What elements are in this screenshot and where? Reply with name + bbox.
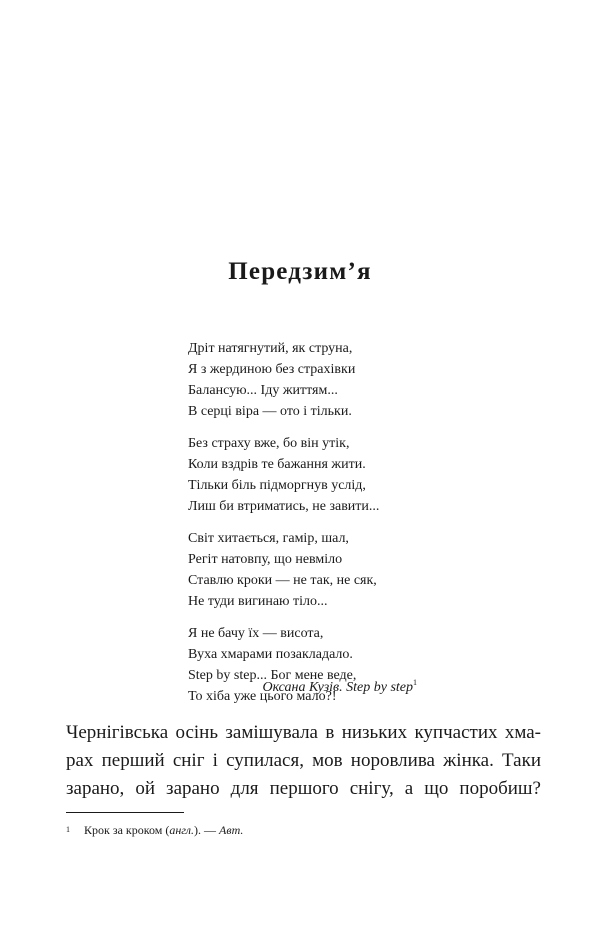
poem-line: Ставлю кроки — не так, не сяк, bbox=[188, 573, 377, 588]
footnote-text-after: ). — bbox=[194, 823, 220, 837]
footnote-author: Авт. bbox=[219, 823, 244, 837]
poem-line: Балансую... Іду життям... bbox=[188, 383, 338, 398]
footnote-divider bbox=[66, 812, 184, 813]
poem-stanza bbox=[188, 433, 488, 517]
poem-line: В серці віра — ото і тільки. bbox=[188, 404, 352, 419]
poem-line: Step by step... Бог мене веде, bbox=[188, 668, 357, 683]
paragraph-line: рах перший сніг і супилася, мов норовлива жінка. Таки bbox=[66, 750, 541, 771]
footnote bbox=[66, 822, 541, 838]
paragraph-line: зарано, ой зарано для першого снігу, а що поробиш? bbox=[66, 778, 541, 799]
chapter-title: Передзим’я bbox=[228, 258, 372, 285]
poem-stanza bbox=[188, 528, 488, 612]
epigraph-attribution bbox=[0, 680, 417, 696]
poem-line: Регіт натовпу, що невміло bbox=[188, 552, 343, 567]
body-paragraph bbox=[66, 719, 541, 803]
poem-stanza bbox=[188, 338, 488, 422]
poem-line: Світ хитається, гамір, шал, bbox=[188, 531, 349, 546]
footnote-language: англ. bbox=[169, 823, 195, 837]
attribution-text: Оксана Кузів. Step by step bbox=[262, 680, 413, 695]
footnote-mark: 1 bbox=[66, 825, 70, 834]
poem-line: Тільки біль підморгнув услід, bbox=[188, 478, 366, 493]
poem-line: Я з жердиною без страхівки bbox=[188, 362, 356, 377]
poem-line: Без страху вже, бо він утік, bbox=[188, 436, 350, 451]
poem-line: Не туди вигинаю тіло... bbox=[188, 594, 328, 609]
poem-line: То хіба уже цього мало?! bbox=[188, 689, 337, 704]
poem-line: Вуха хмарами позакладало. bbox=[188, 647, 353, 662]
poem-line: Я не бачу їх — висота, bbox=[188, 626, 324, 641]
poem-line: Дріт натягнутий, як струна, bbox=[188, 341, 353, 356]
poem-line: Коли вздрів те бажання жити. bbox=[188, 457, 366, 472]
footnote-text: Крок за кроком ( bbox=[84, 823, 170, 837]
footnote-reference: 1 bbox=[413, 678, 417, 687]
epigraph-poem bbox=[188, 338, 488, 707]
paragraph-line: Чернігівська осінь замішувала в низьких купчастих хма- bbox=[66, 722, 541, 743]
poem-line: Лиш би втриматись, не завити... bbox=[188, 499, 380, 514]
